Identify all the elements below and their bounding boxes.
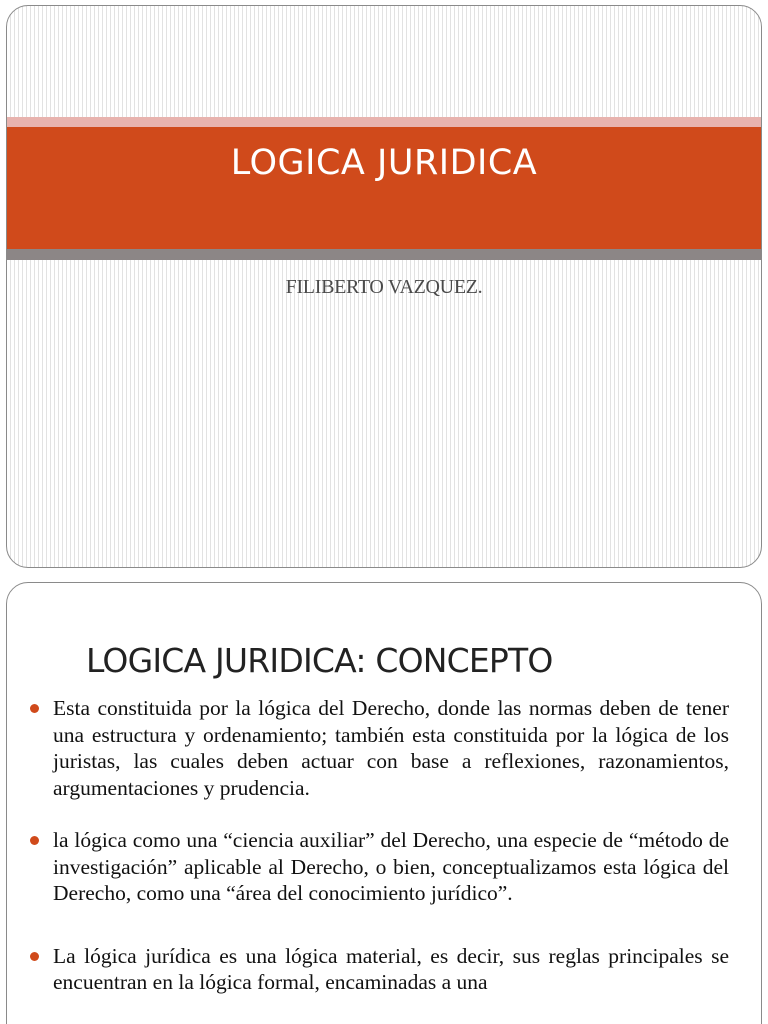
bullet-dot-icon <box>30 836 39 845</box>
bullet-text: La lógica jurídica es una lógica material, es decir, sus reglas principales se encuentran en la lógica formal, encaminadas a una <box>53 943 729 994</box>
concept-slide <box>6 582 762 1024</box>
slide-title: LOGICA JURIDICA <box>230 143 538 183</box>
bullet-list <box>29 695 729 1022</box>
pink-band <box>7 117 761 127</box>
bullet-text: Esta constituida por la lógica del Derecho, donde las normas deben de tener una estructura y ordenamiento; también esta constituida por la lógica de los juristas, las cuales deben actuar con base a reflexiones, razonamientos, argumentaciones y prudencia. <box>53 696 729 800</box>
title-slide <box>6 5 762 568</box>
concept-title: LOGICA JURIDICA: CONCEPTO <box>86 641 553 680</box>
bullet-dot-icon <box>30 704 39 713</box>
bullet-text: la lógica como una “ciencia auxiliar” del Derecho, una especie de “método de investigación” aplicable al Derecho, o bien, conceptualizamos esta lógica del Derecho, como una “área del conocimiento jurídico”. <box>53 828 729 905</box>
bullet-item <box>29 695 729 801</box>
bullet-item <box>29 827 729 907</box>
slide-subtitle: FILIBERTO VAZQUEZ. <box>285 276 483 298</box>
bullet-item <box>29 943 729 996</box>
gray-band <box>7 249 761 260</box>
bullet-dot-icon <box>30 952 39 961</box>
